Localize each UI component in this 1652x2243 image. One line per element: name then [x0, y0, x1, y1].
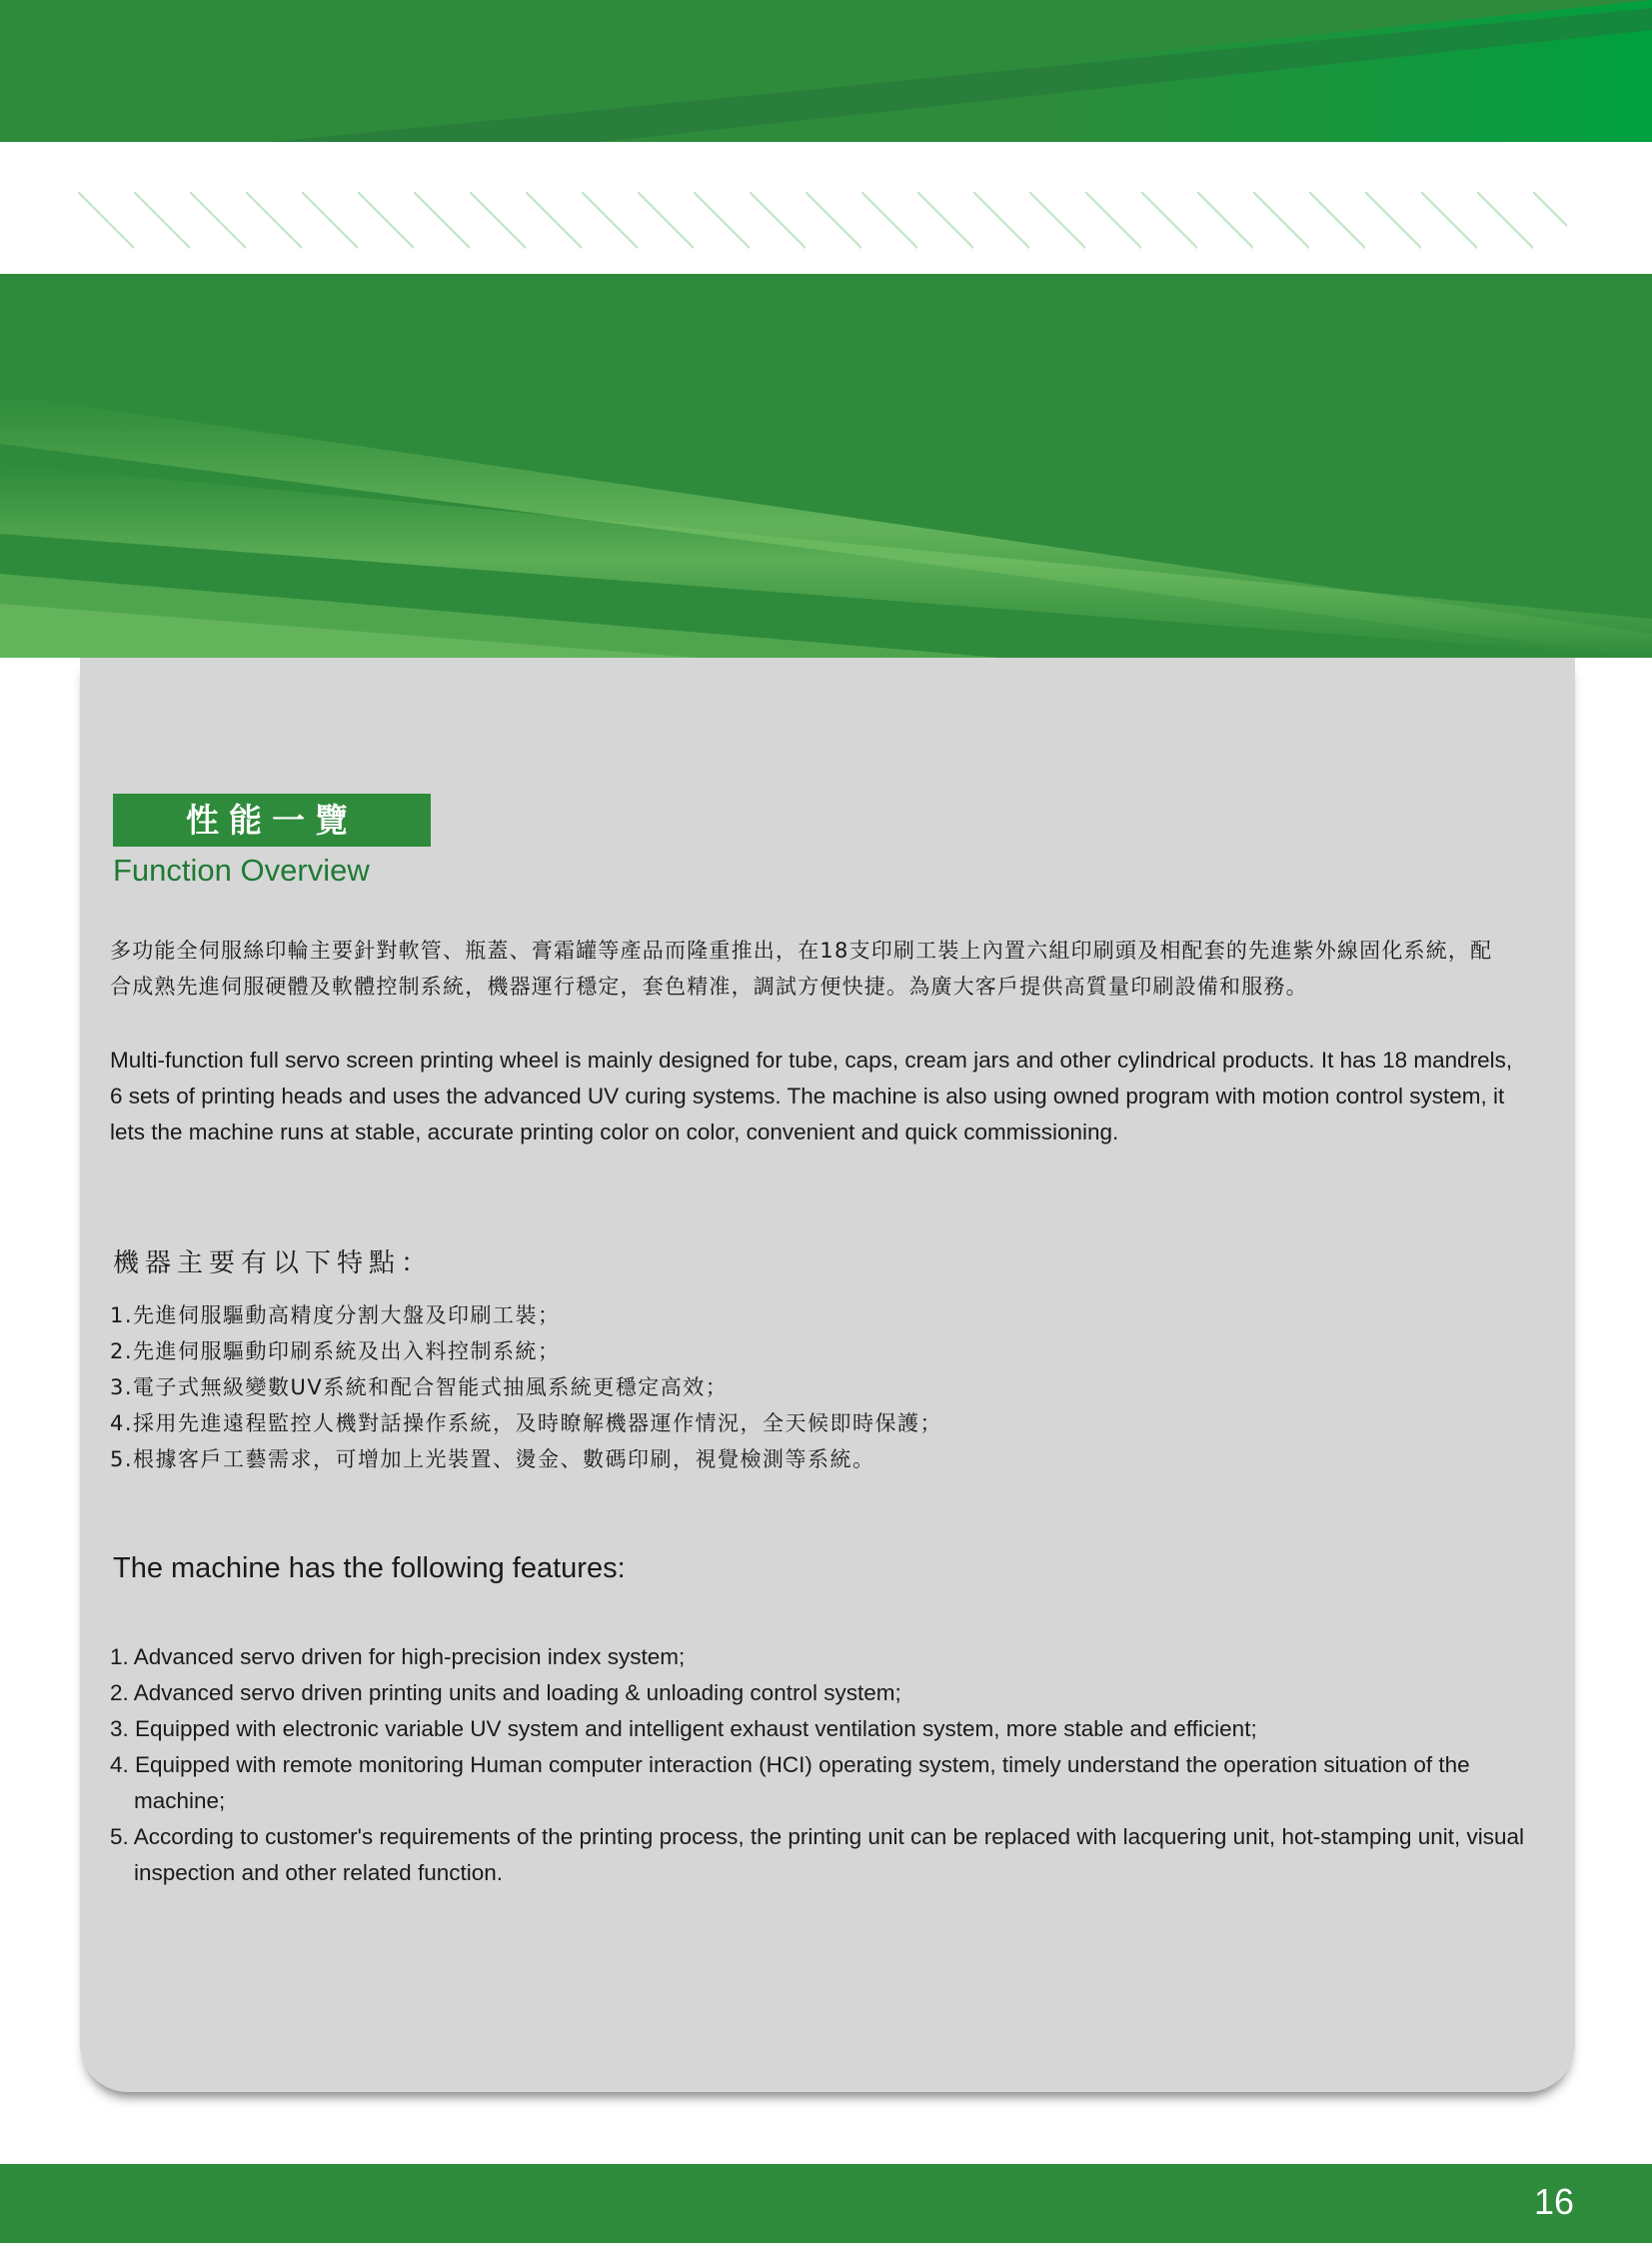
features-list-zh [110, 1297, 1514, 1477]
features-list-en [110, 1639, 1529, 1891]
feature-item-zh: 1.先進伺服驅動高精度分割大盤及印刷工裝； [110, 1303, 561, 1327]
stripe-pattern [0, 142, 1652, 274]
feature-item-en: 3. Equipped with electronic variable UV system and intelligent exhaust ventilation system, more stable and efficient; [110, 1716, 1257, 1741]
feature-item-en: 4. Equipped with remote monitoring Human computer interaction (HCI) operating system, timely understand the operation situation of the machine; [110, 1752, 1470, 1813]
feature-item-en: 1. Advanced servo driven for high-precision index system; [110, 1644, 686, 1669]
hero-band-graphic [0, 274, 1652, 658]
feature-item-zh: 2.先進伺服驅動印刷系統及出入料控制系統； [110, 1339, 561, 1363]
features-heading-en: The machine has the following features: [113, 1552, 626, 1584]
feature-item-en: 5. According to customer's requirements of the printing process, the printing unit can be replaced with lacquering unit, hot-stamping unit, visual inspection and other related function. [110, 1824, 1525, 1885]
section-title-zh: 性能一覽 [113, 794, 431, 847]
features-heading-zh: 機器主要有以下特點： [113, 1248, 434, 1278]
top-decorative-band [0, 0, 1652, 142]
feature-item-zh: 5.根據客戶工藝需求，可增加上光裝置、燙金、數碼印刷，視覺檢測等系統。 [110, 1447, 875, 1471]
stripe-graphic [0, 142, 1652, 274]
feature-item-zh: 4.採用先進遠程監控人機對話操作系統，及時瞭解機器運作情況，全天候即時保護； [110, 1411, 943, 1435]
intro-paragraph-zh: 多功能全伺服絲印輪主要針對軟管、瓶蓋、膏霜罐等產品而隆重推出，在18支印刷工裝上內置六組印刷頭及相配套的先進紫外線固化系統，配合成熟先進伺服硬體及軟體控制系統，機器運行穩定，套色精准，調試方便快捷。為廣大客戶提供高質量印刷設備和服務。 [110, 939, 1493, 999]
intro-paragraph-en: Multi-function full servo screen printing wheel is mainly designed for tube, caps, cream jars and other cylindrical products. It has 18 mandrels, 6 sets of printing heads and uses the advanced UV curing systems. The machine is also using owned program with motion control system, it lets the machine runs at stable, accurate printing color on color, convenient and quick commissioning. [110, 1048, 1513, 1144]
feature-item-zh: 3.電子式無級變數UV系統和配合智能式抽風系統更穩定高效； [110, 1375, 729, 1399]
feature-item-en: 2. Advanced servo driven printing units and loading & unloading control system; [110, 1680, 901, 1705]
footer-band [0, 2164, 1652, 2243]
top-band-graphic [0, 0, 1652, 142]
section-title-en: Function Overview [113, 853, 370, 888]
page-number: 16 [1533, 2181, 1574, 2222]
hero-decorative-band [0, 274, 1652, 658]
